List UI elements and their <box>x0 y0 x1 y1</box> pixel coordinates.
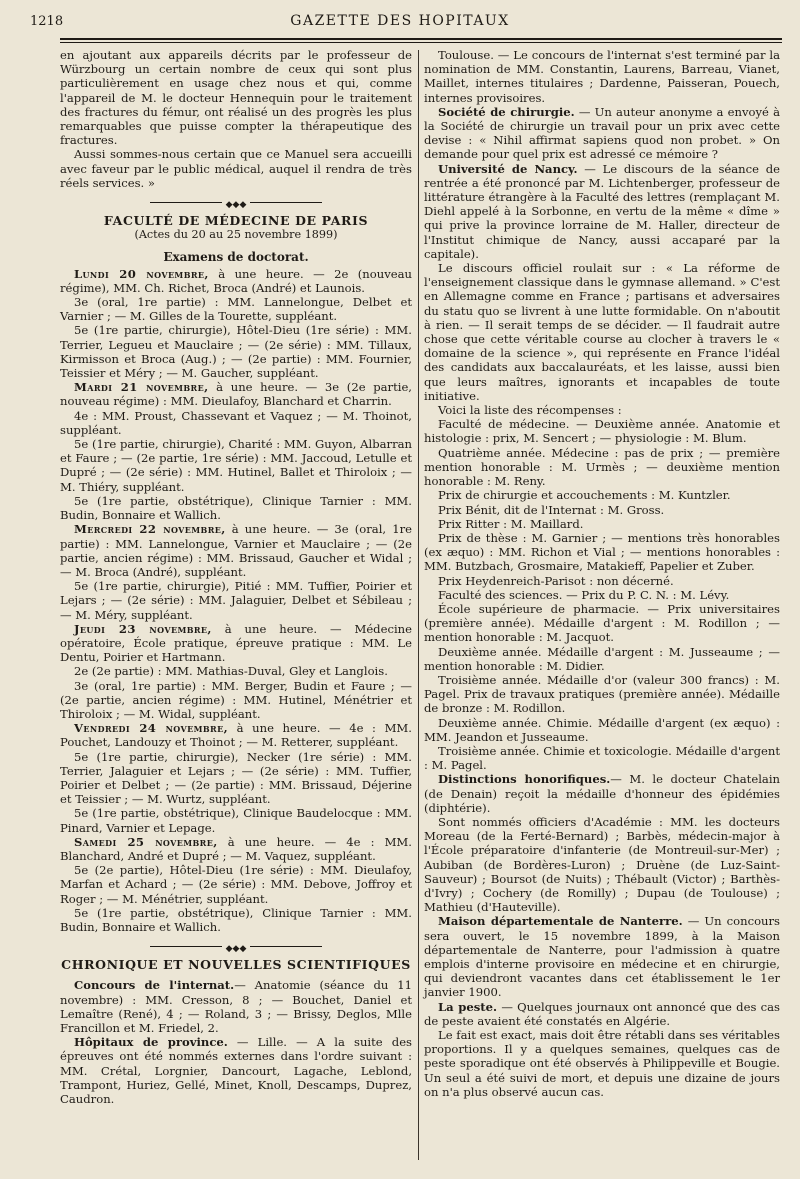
page-header <box>0 8 800 38</box>
exam-entry: 5e (1re partie, obstétrique), Clinique Tarnier : MM. Budin, Bonnaire et Wallich. <box>60 493 412 523</box>
exam-entry: 5e (1re partie, chirurgie), Hôtel-Dieu (1re série) : MM. Terrier, Legueu et Mauclaire ; — (2e série) : MM. Tillaux, Kirmisson et Broca (Aug.) ; — (2e partie) : MM. Fournier, Teissier et Méry ; — M. Gaucher, suppléant. <box>60 323 412 381</box>
news-item: — Anatomie (séance du 11 novembre) : MM. Cresson, 8 ; — Bouchet, Daniel et Lemaître (René), 4 ; — Roland, 3 ; — Brissy, Deglos, Mlle Francillon et M. Friedel, 2. <box>60 978 413 1035</box>
award-entry: Deuxième année. Médaille d'argent : M. Jusseaume ; — mention honorable : M. Didier. <box>424 644 780 673</box>
exam-entry: 5e (1re partie, chirurgie), Charité : MM. Guyon, Albarran et Faure ; — (2e partie, 1re série) : MM. Jaccoud, Letulle et Dupré ; — (2e série) : MM. Hutinel, Ballet et Thiroloix ; — M. Thiéry, suppléant. <box>60 437 412 494</box>
award-entry: Quatrième année. Médecine : pas de prix ; — première mention honorable : M. Urmès ; — deuxième mention honorable : M. Reny. <box>424 445 780 489</box>
award-entry: Prix Ritter : M. Maillard. <box>438 516 584 531</box>
day-heading: Mercredi 22 novembre, <box>74 522 226 537</box>
exam-entry: à une heure. — 2e (nouveau régime), MM. Ch. Richet, Broca (André) et Launois. <box>60 266 413 295</box>
news-item: — Un concours sera ouvert, le 15 novembre 1899, à la Maison départementale de Nanterre, pour l'admission à quatre emplois d'interne provisoire en médecine et en chirurgie, qui deviendront vacantes dans cet établissement le 1er janvier 1900. <box>424 914 781 1000</box>
day-heading: Lundi 20 novembre, <box>74 266 209 281</box>
award-entry: Prix de chirurgie et accouchements : M. Kuntzler. <box>438 488 731 503</box>
runin-heading: Concours de l'internat. <box>74 978 235 993</box>
exam-entry: 5e (1re partie, chirurgie), Necker (1re série) : MM. Terrier, Jalaguier et Lejars ; — (2e série) : MM. Tuffier, Poirier et Delbet ; — (2e partie) : MM. Brissaud, Déjerine et Teissier ; — M. Wurtz, suppléant. <box>60 749 412 807</box>
news-item: Le fait est exact, mais doit être rétabli dans ses véritables proportions. Il y a quelques semaines, quelques cas de peste sporadique ont été observés à Philippeville et Bougie. Un seul a été suivi de mort, et depuis une dizaine de jours on n'a plus observé aucun cas. <box>424 1028 780 1099</box>
exam-entry: 5e (1re partie, chirurgie), Pitié : MM. Tuffier, Poirier et Lejars ; — (2e série) : MM. Jalaguier, Delbet et Sébileau ; — M. Méry, suppléant. <box>60 579 412 622</box>
news-item: Voici la liste des récompenses : <box>438 403 622 418</box>
exam-entry: 2e (2e partie) : MM. Mathias-Duval, Gley et Langlois. <box>74 664 388 679</box>
exam-entry: 5e (1re partie, obstétrique), Clinique Tarnier : MM. Budin, Bonnaire et Wallich. <box>60 905 412 934</box>
running-title: GAZETTE DES HOPITAUX <box>290 13 510 29</box>
faculty-title: FACULTÉ DE MÉDECINE DE PARIS <box>103 213 369 229</box>
day-heading: Samedi 25 novembre, <box>74 834 218 849</box>
header-rule-thick <box>60 38 782 40</box>
exam-entry: à une heure. — 4e : MM. Pouchet, Landouzy et Thoinot ; — M. Retterer, suppléant. <box>60 721 412 750</box>
news-item: Le discours officiel roulait sur : « La réforme de l'enseignement classique dans le gymnase allemand. » C'est en Allemagne comme en France ; partisans et adversaires du statu quo se livrent à une lutte formidable. On n'aboutit à rien. — Il serait temps de se décider. — Il faudrait autre chose que cette véritable course au clocher à travers le « domaine de la science », qui représente en France l'idéal des candidats aux baccalauréats, et les laisse, aussi bien que leurs maîtres, ignorants et incapables de toute initiative. <box>424 261 780 403</box>
award-entry: Faculté de médecine. — Deuxième année. Anatomie et histologie : prix, M. Sencert ; — physiologie : M. Blum. <box>424 417 780 446</box>
runin-heading: Maison départementale de Nanterre. <box>438 914 683 929</box>
exam-entry: 3e (oral, 1re partie) : MM. Berger, Budin et Faure ; — (2e partie, ancien régime) : MM. Hutinel, Ménétrier et Thiroloix ; — M. Widal, suppléant. <box>60 678 412 721</box>
award-entry: Prix de thèse : M. Garnier ; — mentions très honorables (ex æquo) : MM. Richon et Vial ; — mentions honorables : MM. Butzbach, Grosmaire, Matakieff, Papelier et Zuber. <box>424 530 780 574</box>
award-entry: Prix Bénit, dit de l'Internat : M. Gross. <box>438 502 665 517</box>
news-item: — Quelques journaux ont annoncé que des cas de peste avaient été constatés en Algérie. <box>424 999 781 1028</box>
news-item: — Lille. — A la suite des épreuves ont été nommés externes dans l'ordre suivant : MM. Crétal, Lorgnier, Dancourt, Lagache, Leblond, Trampont, Huriez, Gellé, Minet, Knoll, Descamps, Duprez, Caudron. <box>60 1035 413 1107</box>
exam-entry: 5e (2e partie), Hôtel-Dieu (1re série) : MM. Dieulafoy, Marfan et Achard ; — (2e série) : MM. Debove, Joffroy et Roger ; — M. Ménétrier, suppléant. <box>60 863 412 906</box>
chronique-title: CHRONIQUE ET NOUVELLES SCIENTIFIQUES <box>61 957 411 973</box>
news-item: Sont nommés officiers d'Académie : MM. les docteurs Moreau (de la Ferté-Bernard) ; Barbès, médecin-major à l'École préparatoire d'infanterie (de Montreuil-sur-Mer) ; Aubiban (de Bordères-Luron) ; Druène (de Luz-Saint-Sauveur) ; Boursot (de Nuits) ; Thébault (Victor) ; Barthès-d'Ivry) ; Cochery (de Romilly) ; Dupau (de Toulouse) ; Mathieu (d'Hauteville). <box>424 814 780 915</box>
award-entry: Deuxième année. Chimie. Médaille d'argent (ex æquo) : MM. Jeandon et Jusseaume. <box>424 715 780 744</box>
day-heading: Jeudi 23 novembre, <box>74 621 212 636</box>
runin-heading: Université de Nancy. <box>438 161 578 176</box>
award-entry: Prix Heydenreich-Parisot : non décerné. <box>438 573 674 588</box>
exam-entry: 5e (1re partie, obstétrique), Clinique Baudelocque : MM. Pinard, Varnier et Lepage. <box>60 806 412 835</box>
runin-heading: Distinctions honorifiques. <box>438 772 611 787</box>
runin-heading: Hôpitaux de province. <box>74 1035 228 1050</box>
exam-entry: 3e (oral, 1re partie) : MM. Lannelongue, Delbet et Varnier ; — M. Gilles de la Tourette, suppléant. <box>60 295 412 324</box>
news-item: Toulouse. — Le concours de l'internat s'est terminé par la nomination de MM. Constantin, Laurens, Barreau, Vianet, Maillet, internes titulaires ; Dardenne, Paisseran, Pouech, internes provisoires. <box>424 48 780 105</box>
news-item: — Le discours de la séance de rentrée a été prononcé par M. Lichtenberger, professeur de littérature étrangère à la Faculté des lettres (remplaçant M. Diehl appelé à la Sorbonne, en vertu de la même « dîme » qui prive la province lorraine de M. Haller, directeur de l'Institut chimique de Nancy, aussi accaparé par la capitale). <box>424 161 780 261</box>
left-column <box>60 48 412 1106</box>
runin-heading: Société de chirurgie. <box>438 104 575 119</box>
news-item: — M. le docteur Chatelain (de Denain) reçoit la médaille d'honneur des épidémies (diphtérie). <box>424 772 780 815</box>
award-entry: Troisième année. Médaille d'or (valeur 300 francs) : M. Pagel. Prix de travaux pratiques (première année). Médaille de bronze : M. Rodillon. <box>424 672 780 716</box>
section-separator: ◆◆◆ <box>60 196 412 208</box>
page-number: 1218 <box>30 14 64 29</box>
news-item: — Un auteur anonyme a envoyé à la Société de chirurgie un travail pour un prix avec cette devise : « Nihil affirmat sapiens quod non probet. » On demande pour quel prix est adressé ce mémoire ? <box>424 104 780 162</box>
column-separator <box>418 50 419 1160</box>
exam-entry: à une heure. — Médecine opératoire, École pratique, épreuve pratique : MM. Le Dentu, Poirier et Hartmann. <box>60 621 412 665</box>
exams-title: Examens de doctorat. <box>163 250 309 265</box>
award-entry: École supérieure de pharmacie. — Prix universitaires (première année). Médaille d'argent : M. Rodillon ; — mention honorable : M. Jacquot. <box>424 601 780 645</box>
intro-paragraph: Aussi sommes-nous certain que ce Manuel sera accueilli avec faveur par le public médical, auquel il rendra de très réels services. » <box>60 147 412 190</box>
section-separator: ◆◆◆ <box>60 940 412 952</box>
faculty-subtitle: (Actes du 20 au 25 novembre 1899) <box>134 228 338 242</box>
exam-entry: à une heure. — 3e (2e partie, nouveau régime) : MM. Dieulafoy, Blanchard et Charrin. <box>60 380 412 409</box>
runin-heading: La peste. <box>438 999 498 1014</box>
day-heading: Vendredi 24 novembre, <box>74 721 229 736</box>
day-heading: Mardi 21 novembre, <box>74 380 209 395</box>
award-entry: Faculté des sciences. — Prix du P. C. N. : M. Lévy. <box>438 587 730 602</box>
header-rule-thin <box>60 42 782 43</box>
exam-entry: 4e : MM. Proust, Chassevant et Vaquez ; — M. Thoinot, suppléant. <box>60 408 412 437</box>
award-entry: Troisième année. Chimie et toxicologie. Médaille d'argent : M. Pagel. <box>424 743 780 773</box>
exam-entry: à une heure. — 3e (oral, 1re partie) : MM. Lannelongue, Varnier et Mauclaire ; — (2e partie, ancien régime) : MM. Brissaud, Gaucher et Widal ; — M. Broca (André), suppléant. <box>60 522 412 579</box>
intro-paragraph: en ajoutant aux appareils décrits par le professeur de Würzbourg un certain nombre de ceux qui sont plus particulièrement en usage chez nous et qui, comme l'appareil de M. le docteur Hennequin pour le traitement des fractures du fémur, ont réalisé un des progrès les plus remarquables que puisse compter la thérapeutique des fractures. <box>60 48 412 148</box>
exam-entry: à une heure. — 4e : MM. Blanchard, André et Dupré ; — M. Vaquez, suppléant. <box>60 834 412 863</box>
right-column <box>424 48 780 1099</box>
